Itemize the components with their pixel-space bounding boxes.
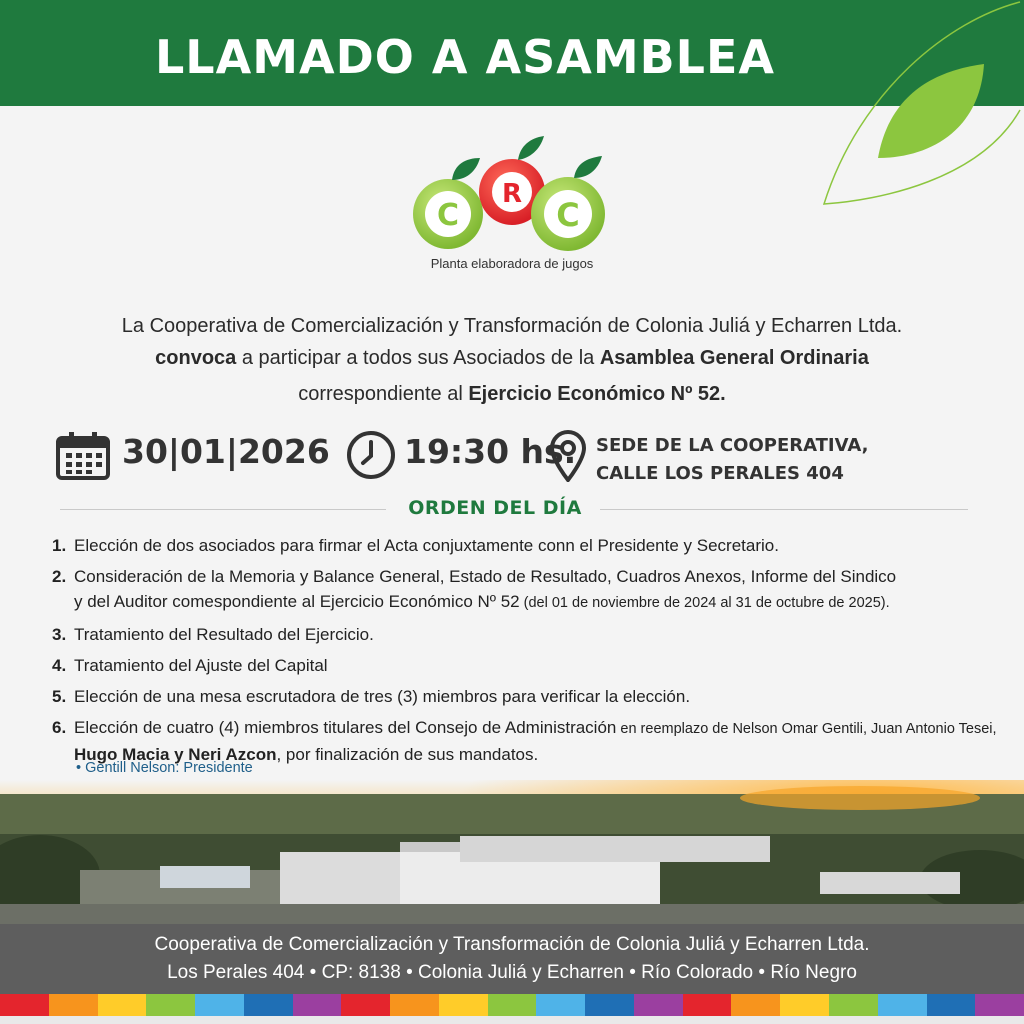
list-item <box>52 564 1002 616</box>
footer-line-1: Cooperativa de Comercialización y Transformación de Colonia Juliá y Echarren Ltda. <box>154 934 870 955</box>
color-stripe <box>0 994 49 1016</box>
leaf-decoration-icon <box>820 0 1024 210</box>
color-stripe <box>49 994 98 1016</box>
intro-text-3: correspondiente al <box>298 383 469 405</box>
footer-line-2: Los Perales 404 • CP: 8138 • Colonia Juliá y Echarren • Río Colorado • Río Negro <box>167 962 857 983</box>
location-pin-icon <box>548 428 588 482</box>
color-stripe <box>731 994 780 1016</box>
color-stripe <box>195 994 244 1016</box>
color-stripe <box>780 994 829 1016</box>
color-stripes <box>0 994 1024 1016</box>
item-number: 2. <box>52 567 67 586</box>
logo-subtitle: Planta elaboradora de jugos <box>430 256 594 271</box>
intro-ejercicio: Ejercicio Económico Nº 52. <box>468 383 726 405</box>
color-stripe <box>293 994 342 1016</box>
item-text: Tratamiento del Resultado del Ejercicio. <box>74 625 374 644</box>
list-item <box>52 533 1002 558</box>
intro-text-1: La Cooperativa de Comercialización y Transformación de Colonia Juliá y Echarren Ltda. <box>121 315 903 337</box>
intro-asamblea: Asamblea General Ordinaria <box>599 347 869 369</box>
color-stripe <box>878 994 927 1016</box>
color-stripe <box>927 994 976 1016</box>
item-text: Consideración de la Memoria y Balance General, Estado de Resultado, Cuadros Anexos, Informe del Sindico <box>74 567 897 586</box>
calendar-icon <box>56 432 110 480</box>
item-number: 6. <box>52 718 67 737</box>
event-time: 19:30 hs. <box>404 432 577 471</box>
page-title: LLAMADO A ASAMBLEA <box>154 30 776 84</box>
color-stripe <box>146 994 195 1016</box>
list-item <box>52 653 1002 678</box>
place-line-2: CALLE LOS PERALES 404 <box>596 463 844 484</box>
intro-line-1 <box>30 311 994 341</box>
color-stripe <box>244 994 293 1016</box>
place-line-1: SEDE DE LA COOPERATIVA, <box>596 435 869 456</box>
color-stripe <box>439 994 488 1016</box>
bottom-strip <box>0 1016 1024 1024</box>
item-text-cont: y del Auditor comespondiente al Ejercicio Económico Nº 52 <box>74 592 520 611</box>
president-note: • Gentill Nelson: Presidente <box>76 760 253 776</box>
clock-icon <box>346 430 396 480</box>
color-stripe <box>829 994 878 1016</box>
footer <box>0 924 1024 994</box>
divider-left <box>60 509 386 510</box>
item-text-period: (del 01 de noviembre de 2024 al 31 de octubre de 2025). <box>519 595 890 611</box>
color-stripe <box>634 994 683 1016</box>
divider-right <box>600 509 968 510</box>
color-stripe <box>975 994 1024 1016</box>
item-text: Elección de dos asociados para firmar el Acta conjuxtamente conn el Presidente y Secretario. <box>74 536 779 555</box>
agenda-title: ORDEN DEL DÍA <box>408 497 582 519</box>
color-stripe <box>536 994 585 1016</box>
item-number: 3. <box>52 625 67 644</box>
item-text-names: Hugo Macia y Neri Azcon <box>74 745 277 764</box>
color-stripe <box>390 994 439 1016</box>
color-stripe <box>341 994 390 1016</box>
intro-line-3 <box>30 379 994 409</box>
color-stripe <box>683 994 732 1016</box>
color-stripe <box>488 994 537 1016</box>
agenda-list <box>52 533 1002 773</box>
intro-line-2 <box>30 343 994 373</box>
list-item <box>52 622 1002 647</box>
item-number: 1. <box>52 536 67 555</box>
item-number: 4. <box>52 656 67 675</box>
item-text: Tratamiento del Ajuste del Capital <box>74 656 328 675</box>
color-stripe <box>585 994 634 1016</box>
intro-convoca: convoca <box>155 347 237 369</box>
item-text: Elección de cuatro (4) miembros titulares del Consejo de Administración <box>74 718 617 737</box>
event-place <box>596 432 868 488</box>
item-text-replacement: en reemplazo de Nelson Omar Gentili, Juan Antonio Tesei, <box>616 721 997 737</box>
logo-letter-c2: C <box>556 196 580 234</box>
item-text: Elección de una mesa escrutadora de tres (3) miembros para verificar la elección. <box>74 687 691 706</box>
color-stripe <box>98 994 147 1016</box>
logo-letter-c1: C <box>436 198 460 233</box>
plant-aerial-photo <box>0 780 1024 926</box>
list-item <box>52 684 1002 709</box>
event-date: 30|01|2026 <box>122 432 330 471</box>
intro-text-2: a participar a todos sus Asociados de la <box>236 347 600 369</box>
logo-letter-r: R <box>501 179 523 209</box>
item-text-end: , por finalización de sus mandatos. <box>276 745 539 764</box>
item-number: 5. <box>52 687 67 706</box>
